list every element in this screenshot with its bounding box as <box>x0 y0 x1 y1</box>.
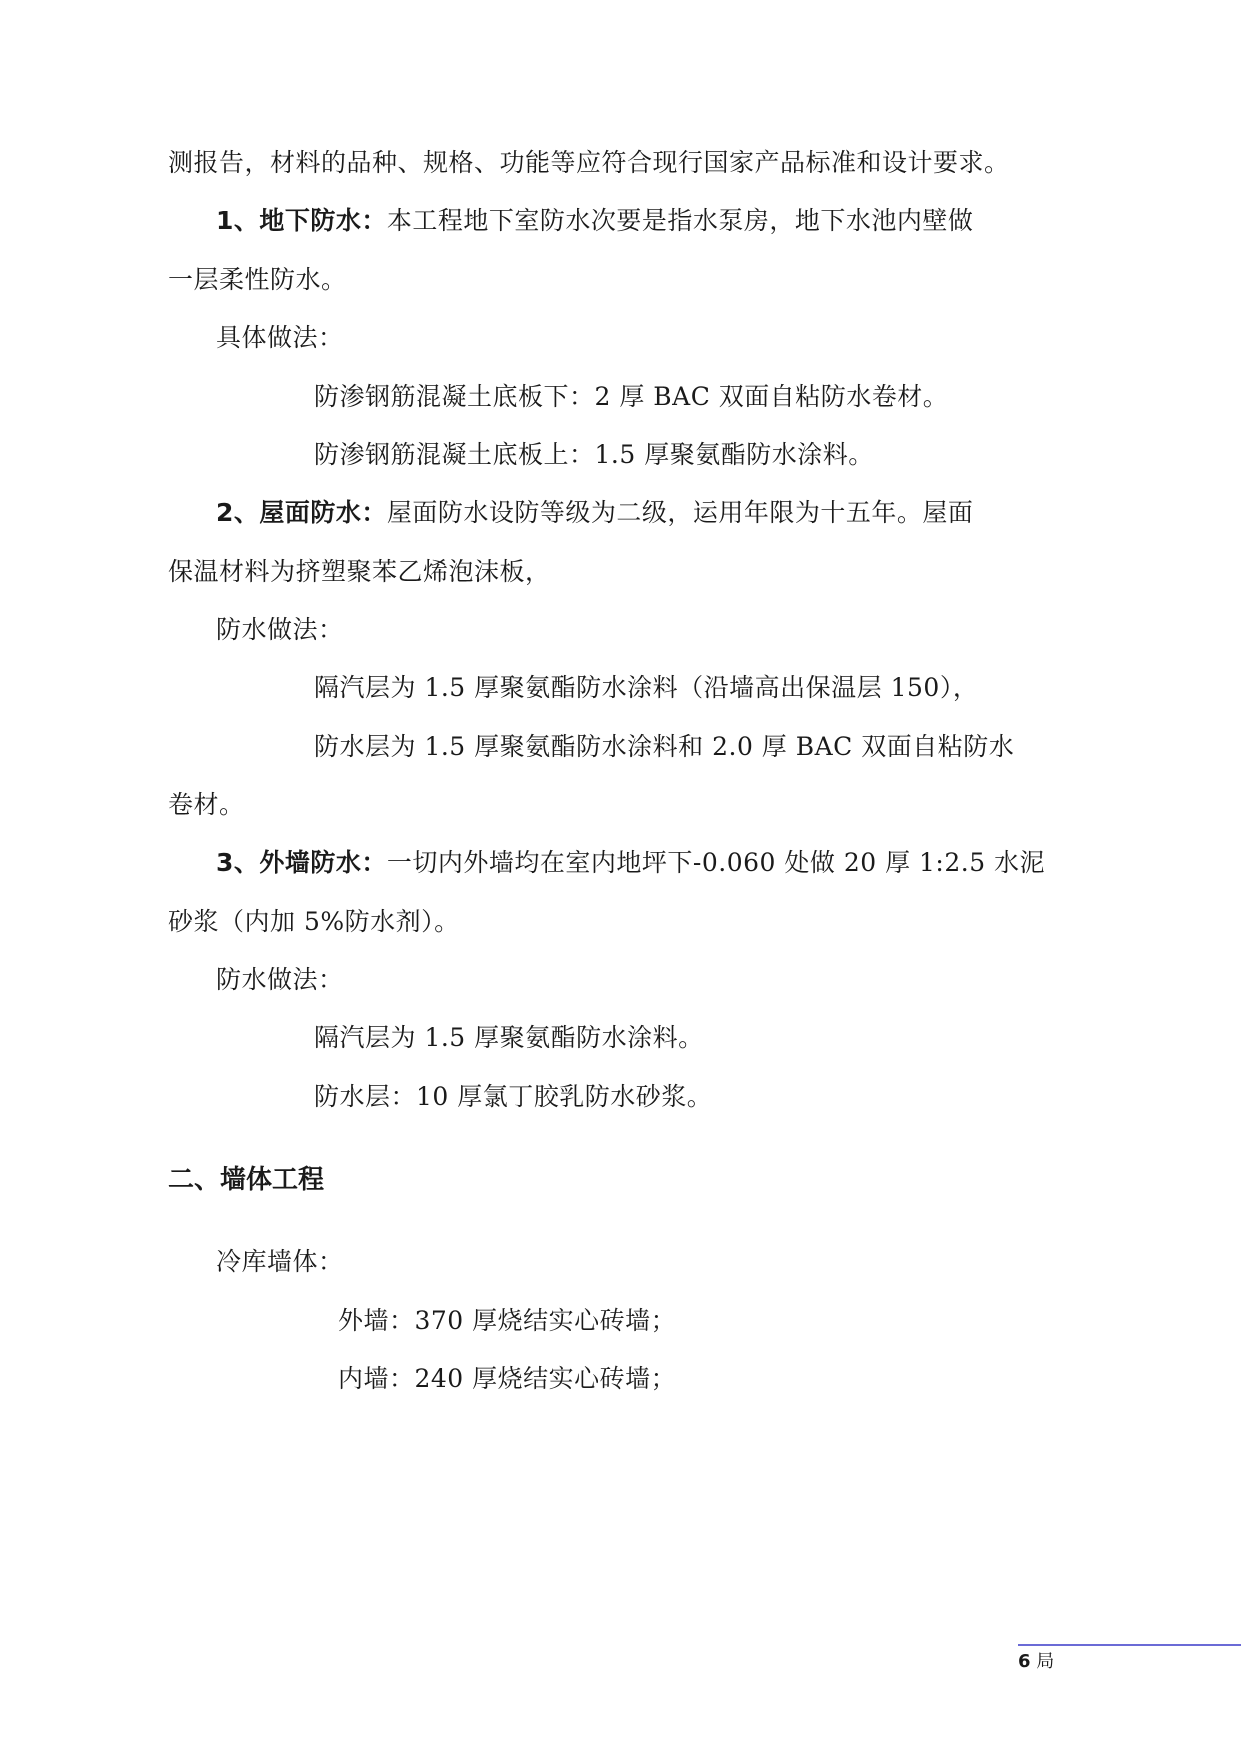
paragraph-line-19: 外墙：370 厚烧结实心砖墙； <box>338 1306 677 1335</box>
paragraph-line-14: 砂浆（内加 5%防水剂）。 <box>168 907 460 936</box>
page-number-value: 6 <box>1018 1651 1031 1672</box>
paragraph-underground-waterproofing <box>216 204 973 238</box>
paragraph-line-16: 隔汽层为 1.5 厚聚氨酯防水涂料。 <box>314 1023 704 1052</box>
paragraph-text: 一切内外墙均在室内地坪下-0.060 处做 20 厚 1:2.5 水泥 <box>386 848 1046 877</box>
paragraph-line-9: 防水做法： <box>216 615 344 644</box>
paragraph-line-10: 隔汽层为 1.5 厚聚氨酯防水涂料（沿墙高出保温层 150）， <box>314 673 979 702</box>
paragraph-line-1: 测报告，材料的品种、规格、功能等应符合现行国家产品标准和设计要求。 <box>168 148 1010 177</box>
paragraph-text: 本工程地下室防水次要是指水泵房，地下水池内壁做 <box>386 206 974 235</box>
paragraph-roof-waterproofing <box>216 496 973 530</box>
paragraph-line-6: 防渗钢筋混凝土底板上：1.5 厚聚氨酯防水涂料。 <box>314 440 874 469</box>
paragraph-line-3: 一层柔性防水。 <box>168 265 347 294</box>
paragraph-line-18: 冷库墙体： <box>216 1247 344 1276</box>
paragraph-line-15: 防水做法： <box>216 965 344 994</box>
paragraph-line-20: 内墙：240 厚烧结实心砖墙； <box>338 1364 677 1393</box>
label-roof-waterproofing: 2、屋面防水： <box>216 498 387 527</box>
section-heading: 二、墙体工程 <box>168 1165 325 1195</box>
paragraph-line-12: 卷材。 <box>168 790 245 819</box>
paragraph-line-8: 保温材料为挤塑聚苯乙烯泡沫板， <box>168 557 551 586</box>
paragraph-line-17: 防水层：10 厚氯丁胶乳防水砂浆。 <box>314 1082 713 1111</box>
footer-rule <box>1018 1644 1241 1646</box>
paragraph-line-4: 具体做法： <box>216 323 344 352</box>
label-underground-waterproofing: 1、地下防水： <box>216 206 387 235</box>
paragraph-text: 屋面防水设防等级为二级，运用年限为十五年。屋面 <box>386 498 974 527</box>
paragraph-line-11: 防水层为 1.5 厚聚氨酯防水涂料和 2.0 厚 BAC 双面自粘防水 <box>314 732 1015 761</box>
page-number-suffix: 局 <box>1036 1651 1055 1672</box>
paragraph-exterior-wall-waterproofing <box>216 846 1045 880</box>
label-exterior-wall-waterproofing: 3、外墙防水： <box>216 848 387 877</box>
paragraph-line-5: 防渗钢筋混凝土底板下：2 厚 BAC 双面自粘防水卷材。 <box>314 382 949 411</box>
page-number <box>1018 1650 1055 1674</box>
